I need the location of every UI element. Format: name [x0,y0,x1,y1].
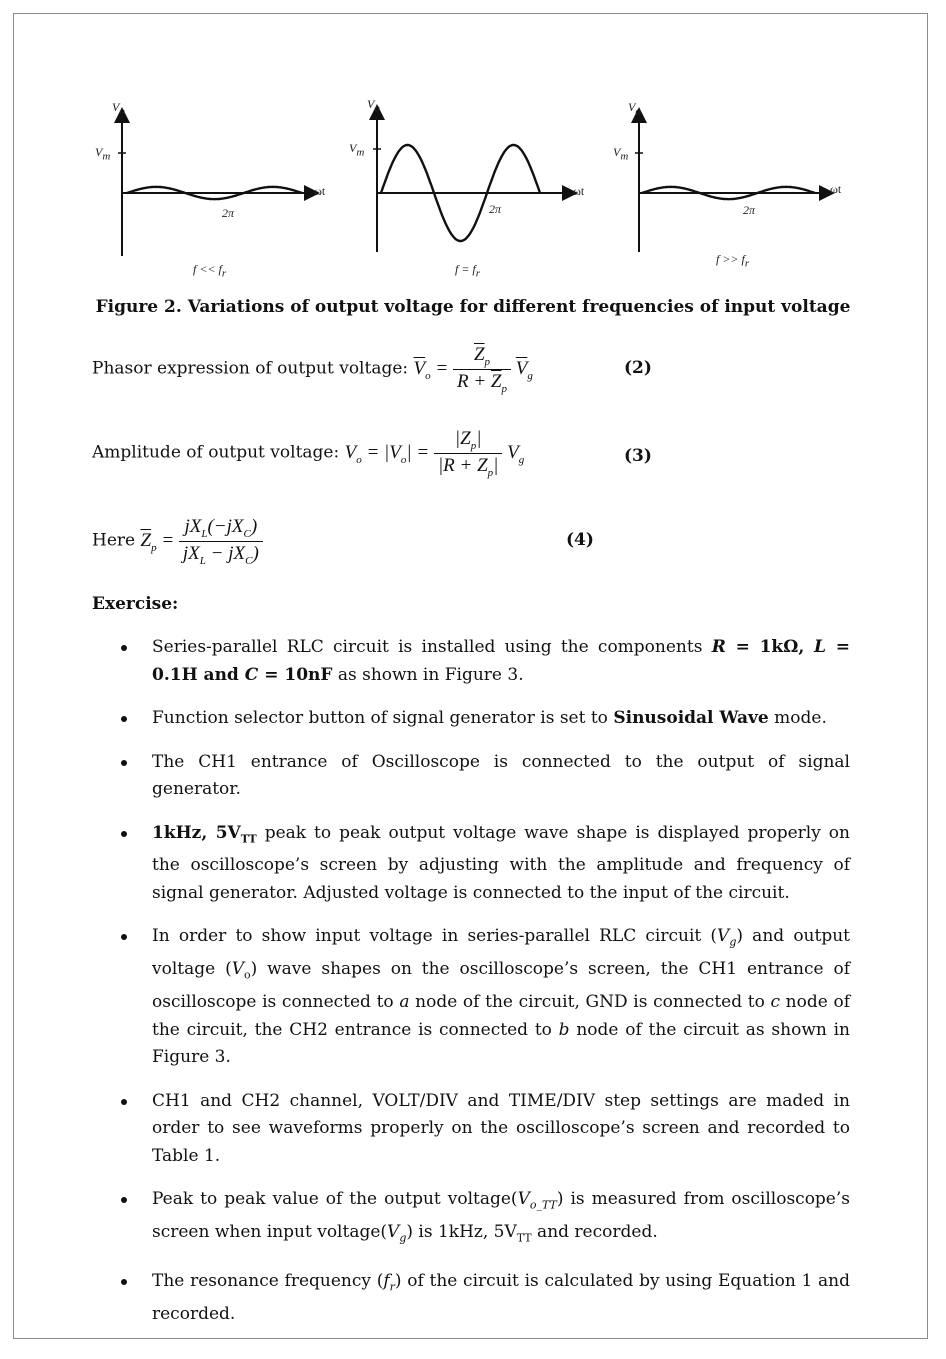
list-item: Peak to peak value of the output $voltage(V_{o\_TT})$ is measured from oscilloscope’s screen when input $voltage(V_g)$ is 1kHz, $5V_{TT}$ and recorded. [108,1186,850,1252]
plot1-condition-label: $f << f_r$ [193,262,227,280]
equation-3 [92,428,524,479]
plot1-period-label: 2π [222,206,235,220]
equation-2 [92,344,533,395]
plot2-vm-label: $V_m$ [349,141,365,159]
plot3-condition-label: $f >> f_r$ [716,252,750,270]
plot1-vo-label: $V_o$ [112,100,125,118]
figure-caption: Figure 2. Variations of output voltage for different frequencies of input voltage [95,297,851,317]
bullet-icon [121,645,127,651]
eq4-formula: $\overline{Z}_p$ = $\frac{jX_L(-jX_C)}{jX_L - jX_C)}$ [140,530,262,551]
plot3-period-label: 2π [743,203,756,217]
eq4-number: (4) [566,530,594,550]
exercise-heading: Exercise: [92,594,179,614]
eq2-number: (2) [624,358,652,378]
list-item: 1kHz, $5V_{TT}$ peak to peak output voltage wave shape is displayed properly on the oscilloscope’s screen by adjusting with the amplitude and frequency of signal generator. Adjusted voltage is connected to the input of the circuit. [108,820,850,908]
bullet-icon [121,934,127,940]
eq2-prefix: Phasor expression of output voltage: [92,358,409,379]
plot2-wt-label: ωt [573,184,585,198]
plot2-condition-label: $f = f_r$ [455,262,481,280]
list-item: The resonance frequency $(f_r)$ of the circuit is calculated by using Equation 1 and recorded. [108,1268,850,1328]
eq3-formula: $V_o = |V_o|$ = $\frac{|Z_p|}{|R + Z_p|}$ $V_g$ [344,428,525,479]
list-item: The CH1 entrance of Oscilloscope is connected to the output of signal generator. [108,749,850,804]
list-item: In order to show input voltage in series-parallel RLC circuit $(V_g)$ and output voltage $(V_o)$ wave shapes on the oscilloscope’s screen, the CH1 entrance of oscilloscope is connected to a node of the circuit, GND is connected to c node of the circuit, the CH2 entrance is connected to b node of the circuit as shown in Figure 3. [108,923,850,1071]
output-voltage-plots [0,0,946,290]
plot2-period-label: 2π [489,202,502,216]
eq3-prefix: Amplitude of output voltage: [92,442,340,463]
plot3-vm-label: $V_m$ [613,145,629,163]
plot2-vo-label: $V_o$ [367,97,380,115]
plot3-vo-label: $V_o$ [628,100,641,118]
list-item: CH1 and CH2 channel, VOLT/DIV and TIME/DIV step settings are maded in order to see waveforms properly on the oscilloscope’s screen and recorded to Table 1. [108,1088,850,1171]
bullet-icon [121,1099,127,1105]
bullet-icon [121,760,127,766]
equation-4 [92,516,263,567]
eq2-formula: $\overline{V}_o$ = $\frac{\overline{Z}_p}{R + \overline{Z}_p}$ $\overline{V}_g$ [413,344,533,395]
eq3-number: (3) [624,446,652,466]
exercise-list [108,634,850,1344]
plot3-wt-label: ωt [830,182,842,196]
list-item: Function selector button of signal generator is set to Sinusoidal Wave mode. [108,705,850,733]
bullet-icon [121,1279,127,1285]
plot1-wt-label: ωt [314,184,326,198]
plot1-vm-label: $V_m$ [95,145,111,163]
bullet-icon [121,1197,127,1203]
eq4-prefix: Here [92,530,136,551]
bullet-icon [121,716,127,722]
bullet-icon [121,831,127,837]
list-item: Series-parallel RLC circuit is installed using the components R = 1kΩ, L = 0.1H and C = 10nF as shown in Figure 3. [108,634,850,689]
